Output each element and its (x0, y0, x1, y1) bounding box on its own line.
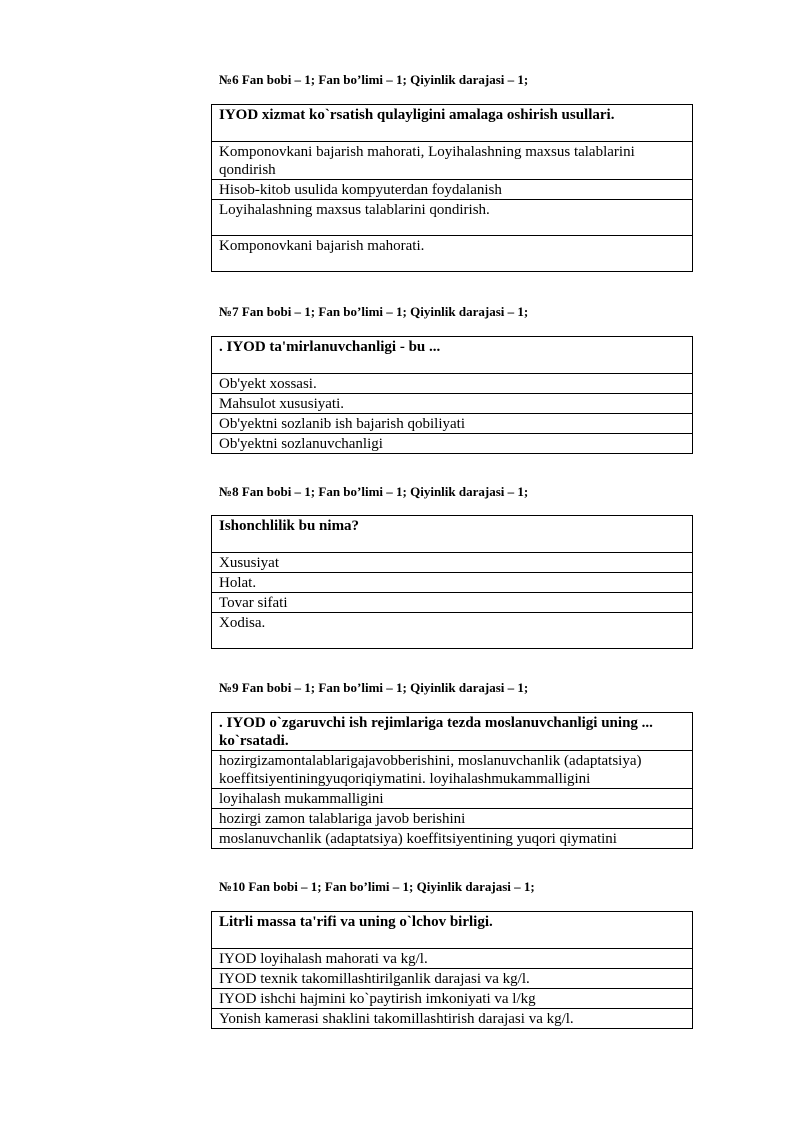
question-9-answer-1: hozirgizamontalablarigajavobberishini, moslanuvchanlik (adaptatsiya) koeffitsiyentiningyuqoriqiymatini. loyihalashmukammalligini (212, 751, 693, 789)
question-9-answer-4: moslanuvchanlik (adaptatsiya) koeffitsiyentining yuqori qiymatini (212, 829, 693, 849)
question-7-answer-1: Ob'yekt xossasi. (212, 374, 693, 394)
question-9-answer-2: loyihalash mukammalligini (212, 789, 693, 809)
question-6-table (211, 104, 693, 272)
question-7-table (211, 336, 693, 454)
question-8-answer-2: Holat. (212, 573, 693, 593)
question-10-text: Litrli massa ta'rifi va uning o`lchov birligi. (212, 912, 693, 949)
question-6-answer-1: Komponovkani bajarish mahorati, Loyihalashning maxsus talablarini qondirish (212, 142, 693, 180)
question-7-header: №7 Fan bobi – 1; Fan bo’limi – 1; Qiyinlik darajasi – 1; (219, 304, 529, 319)
question-9-header: №9 Fan bobi – 1; Fan bo’limi – 1; Qiyinlik darajasi – 1; (219, 680, 529, 695)
question-6-answer-3: Loyihalashning maxsus talablarini qondirish. (212, 200, 693, 236)
question-7-text: . IYOD ta'mirlanuvchanligi - bu ... (212, 337, 693, 374)
question-9-text: . IYOD o`zgaruvchi ish rejimlariga tezda moslanuvchanligi uning ... ko`rsatadi. (212, 713, 693, 751)
question-10-answer-2: IYOD texnik takomillashtirilganlik darajasi va kg/l. (212, 969, 693, 989)
question-9-answer-3: hozirgi zamon talablariga javob berishini (212, 809, 693, 829)
question-10-table (211, 911, 693, 1029)
question-8-text: Ishonchlilik bu nima? (212, 516, 693, 553)
question-8-answer-4: Xodisa. (212, 613, 693, 649)
question-10-answer-3: IYOD ishchi hajmini ko`paytirish imkoniyati va l/kg (212, 989, 693, 1009)
question-7-answer-2: Mahsulot xususiyati. (212, 394, 693, 414)
question-8-header: №8 Fan bobi – 1; Fan bo’limi – 1; Qiyinlik darajasi – 1; (219, 484, 529, 499)
question-6-answer-2: Hisob-kitob usulida kompyuterdan foydalanish (212, 180, 693, 200)
question-10-answer-1: IYOD loyihalash mahorati va kg/l. (212, 949, 693, 969)
question-6-text: IYOD xizmat ko`rsatish qulayligini amalaga oshirish usullari. (212, 105, 693, 142)
question-8-answer-1: Xususiyat (212, 553, 693, 573)
question-6-header: №6 Fan bobi – 1; Fan bo’limi – 1; Qiyinlik darajasi – 1; (219, 72, 529, 87)
question-7-answer-4: Ob'yektni sozlanuvchanligi (212, 434, 693, 454)
question-8-table (211, 515, 693, 649)
question-9-table (211, 712, 693, 849)
question-10-header: №10 Fan bobi – 1; Fan bo’limi – 1; Qiyinlik darajasi – 1; (219, 879, 535, 894)
question-10-answer-4: Yonish kamerasi shaklini takomillashtirish darajasi va kg/l. (212, 1009, 693, 1029)
question-8-answer-3: Tovar sifati (212, 593, 693, 613)
question-7-answer-3: Ob'yektni sozlanib ish bajarish qobiliyati (212, 414, 693, 434)
question-6-answer-4: Komponovkani bajarish mahorati. (212, 236, 693, 272)
